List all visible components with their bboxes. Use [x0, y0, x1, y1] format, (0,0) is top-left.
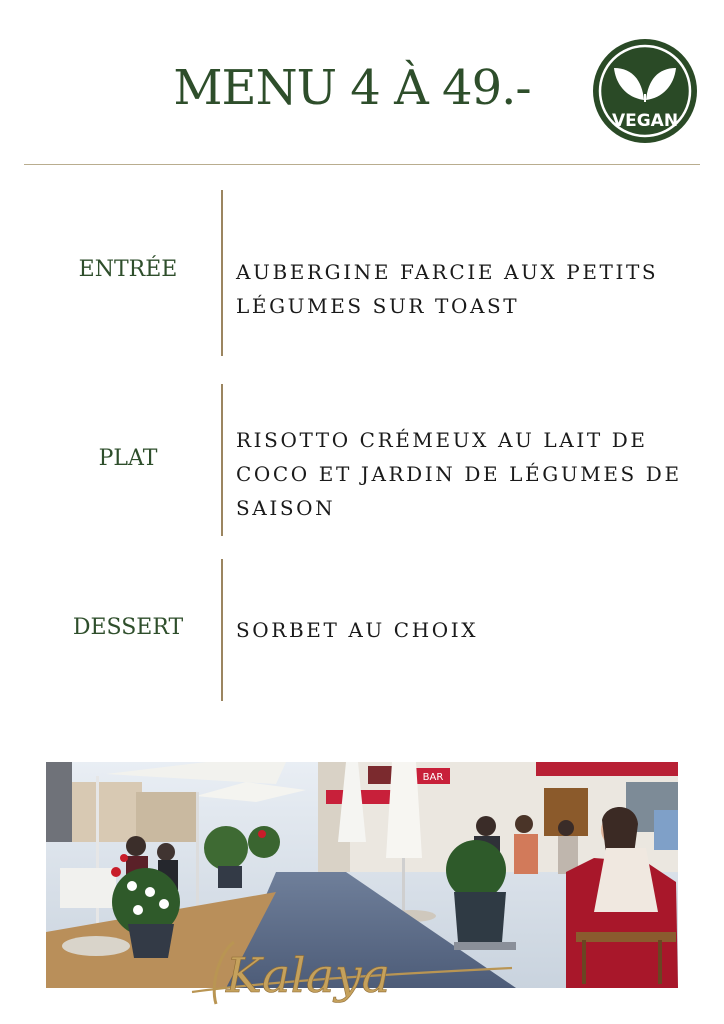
- kalaya-logo-text: Kalaya: [226, 948, 391, 1004]
- course-divider-entree: [221, 190, 223, 356]
- course-label-entree: ENTRÉE: [78, 257, 178, 282]
- course-dish-dessert: SORBET AU CHOIX: [236, 618, 479, 642]
- title-divider: [24, 164, 700, 165]
- course-dish-plat: RISOTTO CRÉMEUX AU LAIT DE COCO ET JARDIN DE LÉGUMES DE SAISON: [236, 428, 682, 520]
- course-label-plat: PLAT: [98, 446, 158, 471]
- course-divider-dessert: [221, 559, 223, 701]
- vegan-badge-text: VEGAN: [611, 111, 679, 131]
- course-divider-plat: [221, 384, 223, 536]
- course-label-dessert: DESSERT: [72, 615, 184, 640]
- kalaya-logo: [186, 934, 516, 1014]
- vegan-badge: [590, 36, 700, 146]
- menu-title: MENU 4 À 49.-: [173, 60, 531, 116]
- bar-sign-text: BAR: [422, 772, 444, 783]
- course-dish-entree: AUBERGINE FARCIE AUX PETITS LÉGUMES SUR TOAST: [236, 260, 659, 318]
